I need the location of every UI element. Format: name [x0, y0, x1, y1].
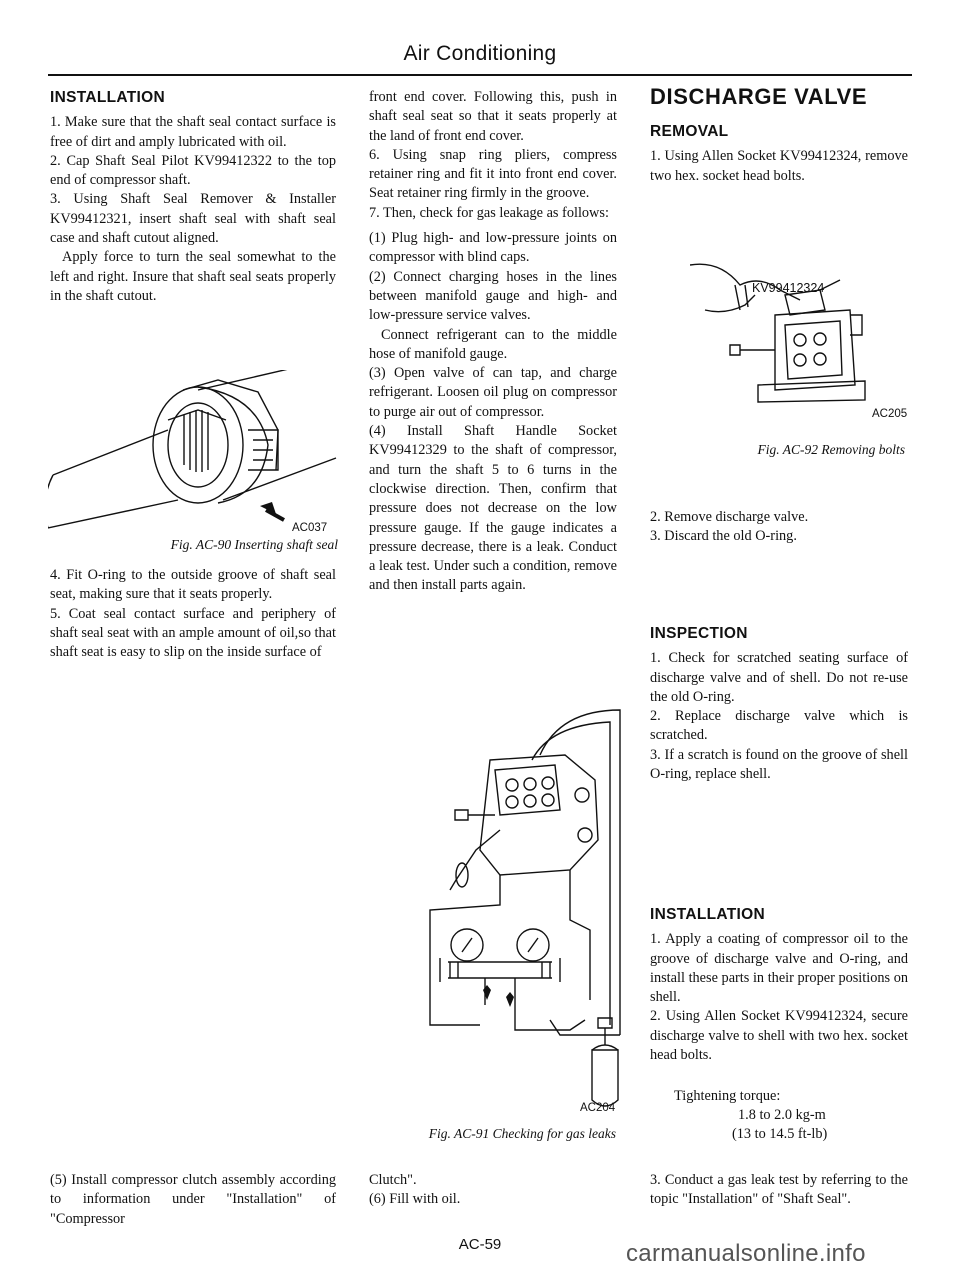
column-2 [369, 88, 617, 596]
substep-4: (4) Install Shaft Handle Socket KV99412329 to the shaft of compressor, and turn the shaft 5 to 6 turns in the clockwise direction. Then, confirm that pressure does not decrease on the low pressure gauge. If the gauge indicates a pressure decrease, there is a leak. Conduct a leak test. Under such a condition, remove and then install parts again. [369, 423, 617, 594]
torque-metric: 1.8 to 2.0 kg-m [738, 1107, 826, 1123]
valve-installation-heading: INSTALLATION [650, 906, 765, 923]
step-5: 5. Coat seal contact surface and periphery of shaft seal seat with an ample amount of oil,so that shaft seat is easy to slip on the inside surface of [50, 605, 336, 661]
column-1-cont [50, 566, 336, 662]
discharge-valve-heading: DISCHARGE VALVE [650, 84, 868, 109]
inspection-step-2: 2. Replace discharge valve which is scratched. [650, 708, 908, 744]
removal-step-3: 3. Discard the old O-ring. [650, 528, 797, 545]
fig-ac90-code: AC037 [292, 522, 328, 534]
step-3-note: Apply force to turn the seal somewhat to the left and right. Insure that shaft seal seats properly in the shaft cutout. [50, 249, 336, 304]
direction-arrow-icon [258, 500, 286, 522]
fig-ac92-tool-label: KV99412324 [752, 281, 825, 295]
step-4: 4. Fit O-ring to the outside groove of shaft seal seat, making sure that it seats properly. [50, 567, 336, 603]
substep-2: (2) Connect charging hoses in the lines between manifold gauge and high- and low-pressure service valves. [369, 268, 617, 324]
inspection-step-1: 1. Check for scratched seating surface of discharge valve and of shell. Do not re-use the old O-ring. [650, 650, 908, 705]
torque-spec [674, 1087, 894, 1144]
valve-install-step-3: 3. Conduct a gas leak test by referring to the topic "Installation" of "Shaft Seal". [650, 1172, 908, 1208]
removal-section [650, 122, 908, 186]
valve-installation-section [650, 905, 908, 1065]
inspection-section [650, 624, 908, 784]
removing-bolts-illustration [690, 255, 890, 405]
substep-2-note: Connect refrigerant can to the middle hose of manifold gauge. [369, 326, 617, 362]
inspection-heading: INSPECTION [650, 625, 748, 642]
fig-ac91-code: AC204 [580, 1102, 616, 1114]
removal-step-2: 2. Remove discharge valve. [650, 509, 809, 525]
inspection-step-3: 3. If a scratch is found on the groove of shell O-ring, replace shell. [650, 746, 908, 783]
column-1 [50, 88, 336, 306]
substep-3: (3) Open valve of can tap, and charge refrigerant. Loosen oil plug on compressor to purge air out of compressor. [369, 365, 617, 420]
step-1: 1. Make sure that the shaft seal contact surface is free of dirt and amply lubricated with oil. [50, 114, 336, 150]
column-1-bottom [50, 1171, 336, 1229]
valve-install-step-3-block [650, 1171, 908, 1210]
gas-leak-check-illustration [370, 700, 630, 1110]
fig-ac92-caption: Fig. AC-92 Removing bolts [757, 442, 905, 457]
removal-steps-2-3 [650, 508, 908, 547]
column-2-bottom [369, 1171, 617, 1210]
valve-install-step-1: 1. Apply a coating of compressor oil to the groove of discharge valve and O-ring, and install these parts in their proper positions on shell. [650, 931, 908, 1006]
watermark: carmanualsonline.info [626, 1240, 866, 1267]
page-number: AC-59 [458, 1236, 502, 1253]
step-2: 2. Cap Shaft Seal Pilot KV99412322 to the top end of compressor shaft. [50, 152, 336, 189]
fig-ac91-caption: Fig. AC-91 Checking for gas leaks [428, 1126, 616, 1141]
removal-step-1: 1. Using Allen Socket KV99412324, remove two hex. socket head bolts. [650, 148, 908, 184]
fig-ac90-caption: Fig. AC-90 Inserting shaft seal [170, 537, 338, 552]
removal-heading: REMOVAL [650, 123, 729, 140]
step-5-cont: front end cover. Following this, push in shaft seal seat so that it seats properly at the land of front end cover. [369, 89, 617, 144]
page-header: Air Conditioning [403, 42, 557, 65]
installation-heading: INSTALLATION [50, 89, 165, 106]
torque-label: Tightening torque: [674, 1088, 781, 1104]
valve-install-step-2: 2. Using Allen Socket KV99412324, secure discharge valve to shell with two hex. socket head bolts. [650, 1008, 908, 1064]
step-5-install-clutch: (5) Install compressor clutch assembly according to information under "Installation" of "Compressor [50, 1172, 336, 1227]
fig-ac92-code: AC205 [872, 408, 908, 420]
step-6: 6. Using snap ring pliers, compress retainer ring and fit it into front end cover. Seat retainer ring firmly in the groove. [369, 146, 617, 202]
clutch-end: Clutch". [369, 1172, 417, 1188]
substep-6: (6) Fill with oil. [369, 1191, 461, 1208]
step-7: 7. Then, check for gas leakage as follows: [369, 204, 609, 221]
header-rule [48, 74, 912, 76]
shaft-seal-illustration [48, 370, 338, 530]
step-3: 3. Using Shaft Seal Remover & Installer KV99412321, insert shaft seal with shaft seal case and shaft cutout aligned. [50, 191, 336, 247]
torque-imperial: (13 to 14.5 ft-lb) [732, 1126, 828, 1142]
substep-1: (1) Plug high- and low-pressure joints on compressor with blind caps. [369, 230, 617, 266]
